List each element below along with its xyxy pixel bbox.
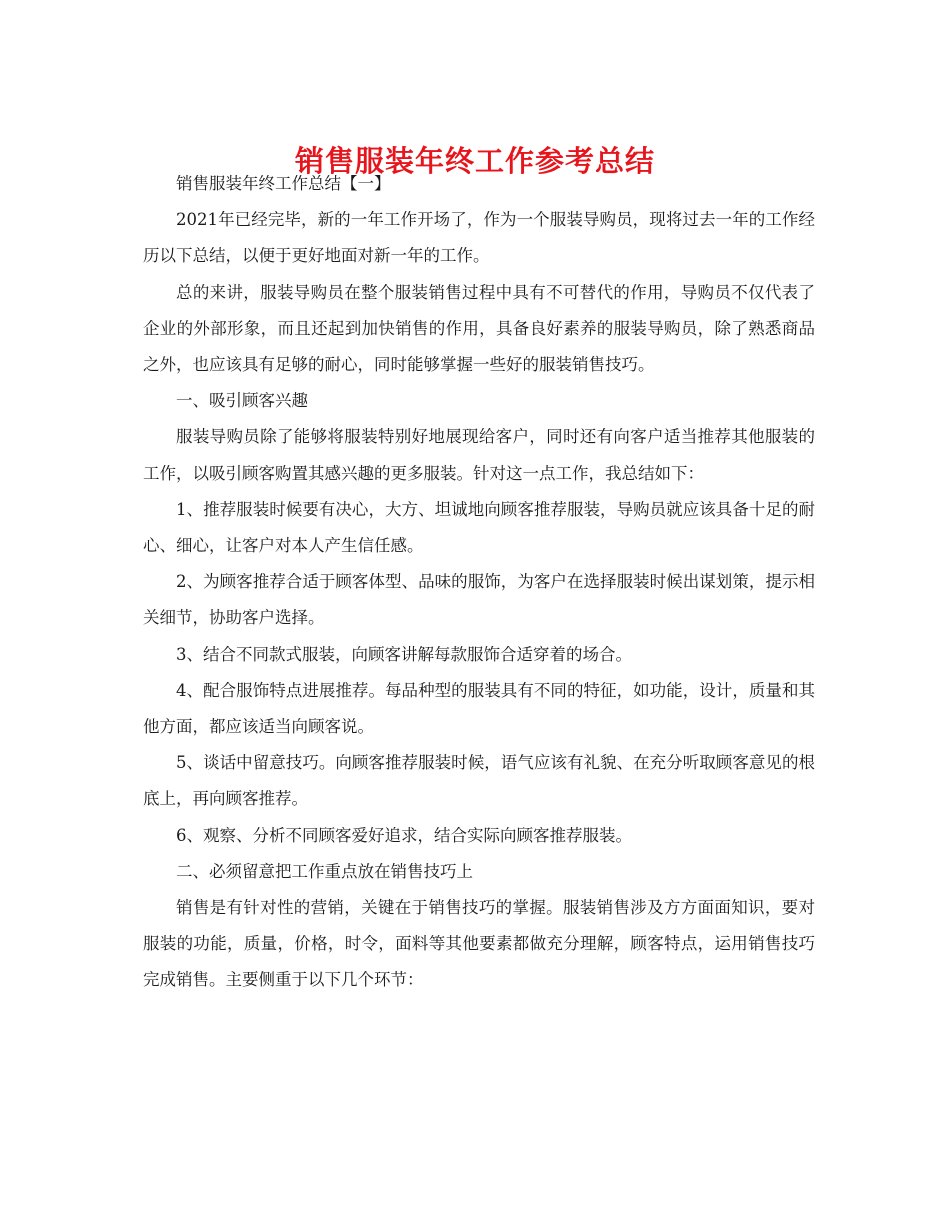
list-item-6: 6、观察、分析不同顾客爱好追求，结合实际向顾客推荐服装。 xyxy=(176,825,632,845)
paragraph-intro: 2021年已经完毕，新的一年工作开场了，作为一个服装导购员，现将过去一年的工作经历以下总结，以便于更好地面对新一年的工作。 xyxy=(143,210,815,266)
list-item-3: 3、结合不同款式服装，向顾客讲解每款服饰合适穿着的场合。 xyxy=(176,644,632,664)
paragraph-sales-skills: 销售是有针对性的营销，关键在于销售技巧的掌握。服装销售涉及方方面面知识，要对服装的功能，质量，价格，时令，面料等其他要素都做充分理解，顾客特点，运用销售技巧完成销售。主要侧重于以下几个环节： xyxy=(143,898,815,990)
heading-attract-interest: 一、吸引顾客兴趣 xyxy=(176,391,308,411)
paragraph-overview: 总的来讲，服装导购员在整个服装销售过程中具有不可替代的作用，导购员不仅代表了企业的外部形象，而且还起到加快销售的作用，具备良好素养的服装导购员，除了熟悉商品之外，也应该具有足够的耐心，同时能够掌握一些好的服装销售技巧。 xyxy=(143,282,815,375)
list-item-1: 1、推荐服装时候要有决心，大方、坦诚地向顾客推荐服装，导购员就应该具备十足的耐心、细心，让客户对本人产生信任感。 xyxy=(143,499,815,556)
list-item-4: 4、配合服饰特点进展推荐。每品种型的服装具有不同的特征，如功能，设计，质量和其他方面，都应该适当向顾客说。 xyxy=(143,680,815,737)
list-item-5: 5、谈话中留意技巧。向顾客推荐服装时候，语气应该有礼貌、在充分听取顾客意见的根底上，再向顾客推荐。 xyxy=(143,753,815,809)
list-item-2: 2、为顾客推荐合适于顾客体型、品味的服饰，为客户在选择服装时候出谋划策，提示相关细节，协助客户选择。 xyxy=(143,572,815,628)
paragraph-attract-interest: 服装导购员除了能够将服装特别好地展现给客户，同时还有向客户适当推荐其他服装的工作，以吸引顾客购置其感兴趣的更多服装。针对这一点工作，我总结如下： xyxy=(143,427,815,483)
document-body xyxy=(143,166,815,999)
paragraph-section-heading: 销售服装年终工作总结【一】 xyxy=(176,174,391,193)
heading-sales-skills: 二、必须留意把工作重点放在销售技巧上 xyxy=(176,861,473,881)
document-title: 销售服装年终工作参考总结 xyxy=(294,144,655,179)
